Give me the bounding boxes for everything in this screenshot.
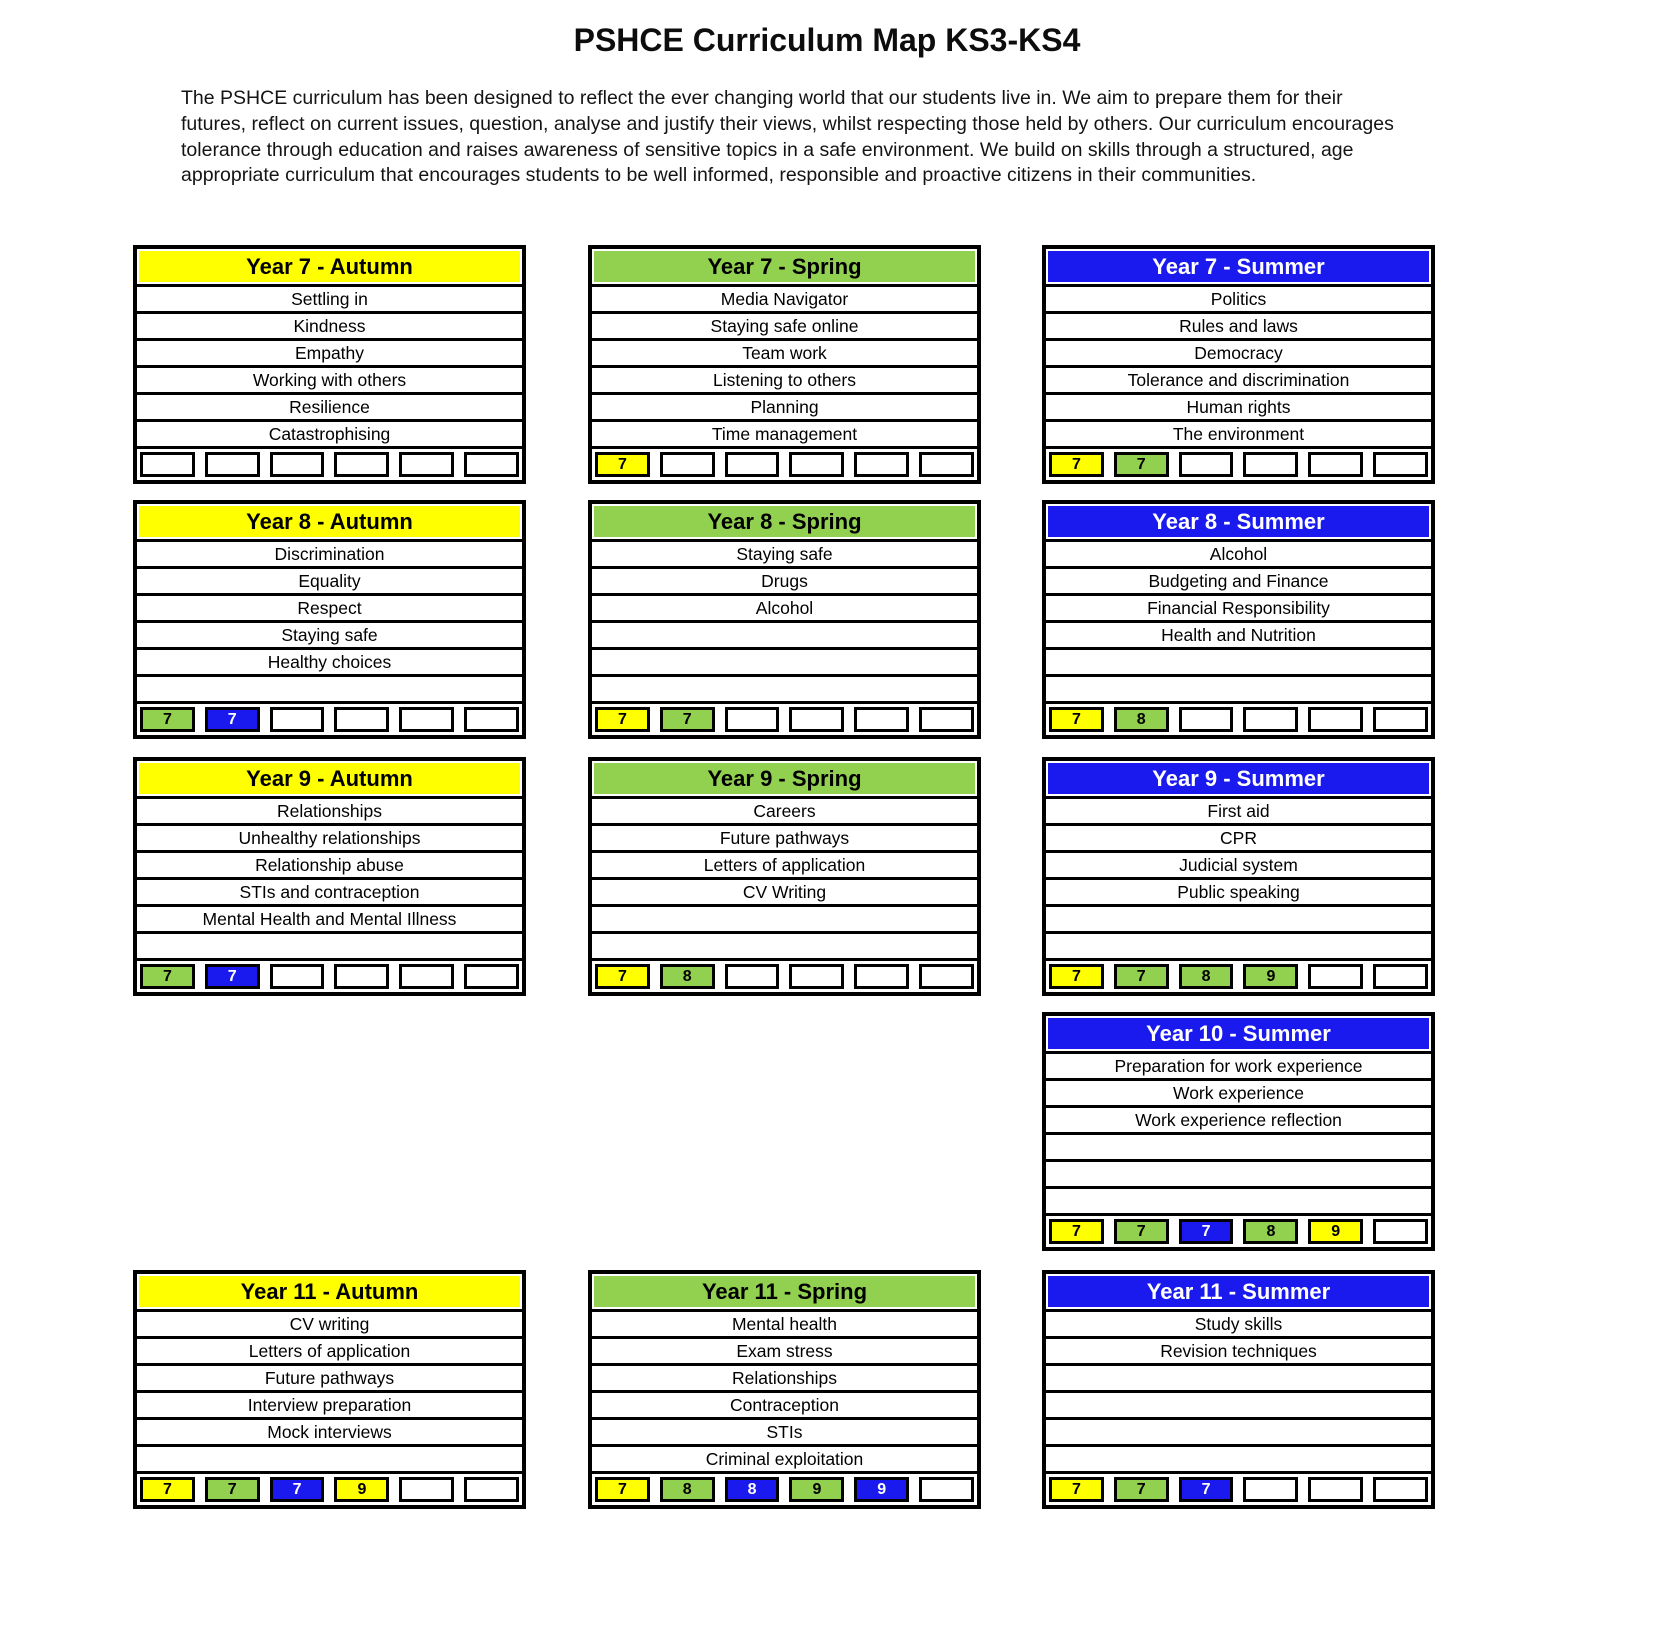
term-table-header: Year 11 - Summer	[1048, 1276, 1429, 1307]
topic-row-empty	[137, 674, 522, 701]
intro-paragraph: The PSHCE curriculum has been designed to reflect the ever changing world that our students live in. We aim to prepare them for their futures, reflect on current issues, question, analyse and justify their views, whilst respecting those held by others. Our curriculum encourages tolerance through education and raises awareness of sensitive topics in a safe environment. We build on skills through a structured, age appropriate curriculum that encourages students to be well informed, responsible and proactive citizens in their communities.	[181, 87, 1394, 187]
term-table-year11-autumn	[133, 1270, 526, 1509]
year-group-badge: 7	[595, 707, 650, 732]
year-group-badge-empty	[270, 707, 325, 732]
topic-row: Planning	[592, 392, 977, 419]
year-group-badge: 7	[1114, 1219, 1169, 1244]
topic-rows	[592, 284, 977, 446]
term-table-header: Year 8 - Spring	[594, 506, 975, 537]
topic-rows	[1046, 1051, 1431, 1213]
year-group-badge: 9	[334, 1477, 389, 1502]
topic-row: Study skills	[1046, 1309, 1431, 1336]
year-link-strip	[137, 701, 522, 735]
year-group-badge: 7	[595, 1477, 650, 1502]
topic-row: Interview preparation	[137, 1390, 522, 1417]
year-group-badge-empty	[919, 1477, 974, 1502]
year-link-strip	[1046, 701, 1431, 735]
topic-rows	[1046, 796, 1431, 958]
topic-row: Equality	[137, 566, 522, 593]
term-table-header: Year 9 - Spring	[594, 763, 975, 794]
year-group-badge-empty	[464, 1477, 519, 1502]
page-title: PSHCE Curriculum Map KS3-KS4	[573, 22, 1081, 58]
topic-row: Alcohol	[1046, 539, 1431, 566]
topic-row-empty	[1046, 674, 1431, 701]
topic-row: Relationships	[137, 796, 522, 823]
topic-row-empty	[137, 1444, 522, 1471]
topic-row: The environment	[1046, 419, 1431, 446]
term-table-year9-summer	[1042, 757, 1435, 996]
year-group-badge: 7	[1114, 964, 1169, 989]
year-group-badge-empty	[464, 452, 519, 477]
topic-row: Work experience	[1046, 1078, 1431, 1105]
year-group-badge-empty	[919, 964, 974, 989]
topic-row-empty	[137, 931, 522, 958]
year-group-badge: 7	[270, 1477, 325, 1502]
year-group-badge-empty	[1243, 707, 1298, 732]
year-group-badge: 7	[1049, 964, 1104, 989]
topic-rows	[1046, 1309, 1431, 1471]
year-group-badge-empty	[334, 452, 389, 477]
topic-row: Careers	[592, 796, 977, 823]
year-group-badge-empty	[1179, 707, 1234, 732]
topic-row: Time management	[592, 419, 977, 446]
year-link-strip	[592, 958, 977, 992]
term-table-header: Year 11 - Autumn	[139, 1276, 520, 1307]
year-group-badge: 8	[660, 1477, 715, 1502]
year-group-badge: 7	[595, 452, 650, 477]
topic-row-empty	[1046, 647, 1431, 674]
term-table-header: Year 9 - Autumn	[139, 763, 520, 794]
topic-row-empty	[1046, 931, 1431, 958]
year-group-badge: 9	[789, 1477, 844, 1502]
year-group-badge-empty	[464, 964, 519, 989]
year-group-badge: 7	[1179, 1219, 1234, 1244]
topic-row: Drugs	[592, 566, 977, 593]
topic-row: Mock interviews	[137, 1417, 522, 1444]
year-group-badge-empty	[1373, 1219, 1428, 1244]
year-group-badge: 8	[725, 1477, 780, 1502]
topic-row: Discrimination	[137, 539, 522, 566]
topic-row: STIs and contraception	[137, 877, 522, 904]
topic-row: Work experience reflection	[1046, 1105, 1431, 1132]
topic-row: Listening to others	[592, 365, 977, 392]
topic-rows	[1046, 539, 1431, 701]
year-group-badge: 8	[1114, 707, 1169, 732]
year-group-badge: 7	[205, 1477, 260, 1502]
year-group-badge-empty	[1308, 707, 1363, 732]
topic-row: Rules and laws	[1046, 311, 1431, 338]
topic-row: Empathy	[137, 338, 522, 365]
year-group-badge-empty	[919, 707, 974, 732]
year-link-strip	[592, 701, 977, 735]
year-group-badge-empty	[464, 707, 519, 732]
year-group-badge-empty	[1243, 452, 1298, 477]
term-table-year9-autumn	[133, 757, 526, 996]
year-group-badge-empty	[1308, 1477, 1363, 1502]
year-group-badge: 7	[595, 964, 650, 989]
topic-row-empty	[1046, 1390, 1431, 1417]
year-group-badge: 7	[1114, 452, 1169, 477]
year-link-strip	[1046, 1471, 1431, 1505]
topic-row: Politics	[1046, 284, 1431, 311]
topic-row: Relationships	[592, 1363, 977, 1390]
year-group-badge: 7	[140, 964, 195, 989]
topic-row-empty	[1046, 1132, 1431, 1159]
topic-row: Preparation for work experience	[1046, 1051, 1431, 1078]
year-group-badge-empty	[205, 452, 260, 477]
year-group-badge-empty	[854, 964, 909, 989]
topic-row: Staying safe online	[592, 311, 977, 338]
year-group-badge-empty	[334, 964, 389, 989]
topic-row: Relationship abuse	[137, 850, 522, 877]
term-table-header: Year 11 - Spring	[594, 1276, 975, 1307]
year-group-badge-empty	[789, 452, 844, 477]
term-table-header: Year 9 - Summer	[1048, 763, 1429, 794]
year-group-badge: 7	[205, 707, 260, 732]
year-link-strip	[137, 446, 522, 480]
year-group-badge: 8	[1179, 964, 1234, 989]
topic-row: Alcohol	[592, 593, 977, 620]
year-group-badge-empty	[1373, 1477, 1428, 1502]
topic-row: Staying safe	[137, 620, 522, 647]
topic-row: Mental health	[592, 1309, 977, 1336]
year-group-badge-empty	[399, 707, 454, 732]
topic-row: Tolerance and discrimination	[1046, 365, 1431, 392]
topic-row: Healthy choices	[137, 647, 522, 674]
year-group-badge-empty	[399, 964, 454, 989]
term-table-year9-spring	[588, 757, 981, 996]
topic-row-empty	[1046, 1159, 1431, 1186]
year-group-badge-empty	[789, 707, 844, 732]
topic-row: Respect	[137, 593, 522, 620]
topic-rows	[137, 284, 522, 446]
topic-rows	[137, 796, 522, 958]
year-link-strip	[1046, 446, 1431, 480]
term-table-year7-autumn	[133, 245, 526, 484]
year-group-badge: 7	[205, 964, 260, 989]
topic-row: CV Writing	[592, 877, 977, 904]
topic-row: First aid	[1046, 796, 1431, 823]
topic-row-empty	[1046, 1363, 1431, 1390]
year-group-badge-empty	[1373, 964, 1428, 989]
topic-rows	[1046, 284, 1431, 446]
year-group-badge-empty	[1373, 707, 1428, 732]
term-table-header: Year 7 - Autumn	[139, 251, 520, 282]
term-table-year7-spring	[588, 245, 981, 484]
year-link-strip	[137, 958, 522, 992]
topic-row-empty	[1046, 1186, 1431, 1213]
topic-row: Letters of application	[137, 1336, 522, 1363]
year-group-badge: 7	[660, 707, 715, 732]
year-group-badge-empty	[1179, 452, 1234, 477]
topic-row: Contraception	[592, 1390, 977, 1417]
year-group-badge: 7	[1179, 1477, 1234, 1502]
year-group-badge-empty	[919, 452, 974, 477]
topic-row: Catastrophising	[137, 419, 522, 446]
year-link-strip	[592, 446, 977, 480]
year-group-badge: 7	[1049, 1219, 1104, 1244]
topic-row: Resilience	[137, 392, 522, 419]
topic-row-empty	[592, 620, 977, 647]
topic-row: Health and Nutrition	[1046, 620, 1431, 647]
topic-row: Financial Responsibility	[1046, 593, 1431, 620]
topic-row-empty	[592, 674, 977, 701]
topic-row: Letters of application	[592, 850, 977, 877]
year-group-badge-empty	[1308, 452, 1363, 477]
topic-row: Team work	[592, 338, 977, 365]
topic-row: Democracy	[1046, 338, 1431, 365]
year-group-badge: 9	[1308, 1219, 1363, 1244]
year-link-strip	[137, 1471, 522, 1505]
year-group-badge: 7	[140, 1477, 195, 1502]
topic-row-empty	[1046, 1417, 1431, 1444]
topic-row-empty	[1046, 904, 1431, 931]
year-link-strip	[592, 1471, 977, 1505]
term-table-header: Year 7 - Summer	[1048, 251, 1429, 282]
topic-row: Criminal exploitation	[592, 1444, 977, 1471]
term-table-year11-spring	[588, 1270, 981, 1509]
year-group-badge-empty	[725, 452, 780, 477]
year-group-badge-empty	[660, 452, 715, 477]
term-table-header: Year 7 - Spring	[594, 251, 975, 282]
year-group-badge: 7	[140, 707, 195, 732]
year-group-badge: 9	[854, 1477, 909, 1502]
year-group-badge-empty	[725, 707, 780, 732]
year-group-badge: 8	[1243, 1219, 1298, 1244]
topic-row: Future pathways	[137, 1363, 522, 1390]
year-group-badge-empty	[1308, 964, 1363, 989]
topic-rows	[592, 1309, 977, 1471]
year-group-badge-empty	[789, 964, 844, 989]
year-link-strip	[1046, 958, 1431, 992]
topic-row-empty	[592, 904, 977, 931]
topic-row: Human rights	[1046, 392, 1431, 419]
topic-row: STIs	[592, 1417, 977, 1444]
year-group-badge-empty	[334, 707, 389, 732]
term-table-year11-summer	[1042, 1270, 1435, 1509]
year-group-badge: 7	[1049, 452, 1104, 477]
year-group-badge: 7	[1114, 1477, 1169, 1502]
topic-row: Future pathways	[592, 823, 977, 850]
term-table-header: Year 10 - Summer	[1048, 1018, 1429, 1049]
term-table-year10-summer	[1042, 1012, 1435, 1251]
year-group-badge: 7	[1049, 1477, 1104, 1502]
topic-rows	[137, 539, 522, 701]
topic-row: Kindness	[137, 311, 522, 338]
topic-row: Exam stress	[592, 1336, 977, 1363]
year-group-badge-empty	[270, 964, 325, 989]
topic-row: Unhealthy relationships	[137, 823, 522, 850]
term-table-header: Year 8 - Summer	[1048, 506, 1429, 537]
topic-row-empty	[592, 647, 977, 674]
topic-row-empty	[592, 931, 977, 958]
topic-row-empty	[1046, 1444, 1431, 1471]
topic-row: Public speaking	[1046, 877, 1431, 904]
year-group-badge-empty	[399, 452, 454, 477]
term-table-year8-autumn	[133, 500, 526, 739]
year-group-badge-empty	[854, 452, 909, 477]
topic-rows	[592, 539, 977, 701]
topic-row: Settling in	[137, 284, 522, 311]
year-group-badge: 8	[660, 964, 715, 989]
year-group-badge: 7	[1049, 707, 1104, 732]
topic-row: Media Navigator	[592, 284, 977, 311]
topic-row: Staying safe	[592, 539, 977, 566]
topic-row: Budgeting and Finance	[1046, 566, 1431, 593]
topic-rows	[592, 796, 977, 958]
year-link-strip	[1046, 1213, 1431, 1247]
year-group-badge-empty	[725, 964, 780, 989]
topic-row: Working with others	[137, 365, 522, 392]
topic-row: CPR	[1046, 823, 1431, 850]
term-table-year7-summer	[1042, 245, 1435, 484]
topic-row: Mental Health and Mental Illness	[137, 904, 522, 931]
topic-row: Judicial system	[1046, 850, 1431, 877]
year-group-badge-empty	[1243, 1477, 1298, 1502]
year-group-badge-empty	[1373, 452, 1428, 477]
topic-row: Revision techniques	[1046, 1336, 1431, 1363]
term-table-year8-spring	[588, 500, 981, 739]
year-group-badge: 9	[1243, 964, 1298, 989]
year-group-badge-empty	[399, 1477, 454, 1502]
term-table-year8-summer	[1042, 500, 1435, 739]
term-table-header: Year 8 - Autumn	[139, 506, 520, 537]
year-group-badge-empty	[270, 452, 325, 477]
topic-row: CV writing	[137, 1309, 522, 1336]
year-group-badge-empty	[140, 452, 195, 477]
topic-rows	[137, 1309, 522, 1471]
year-group-badge-empty	[854, 707, 909, 732]
